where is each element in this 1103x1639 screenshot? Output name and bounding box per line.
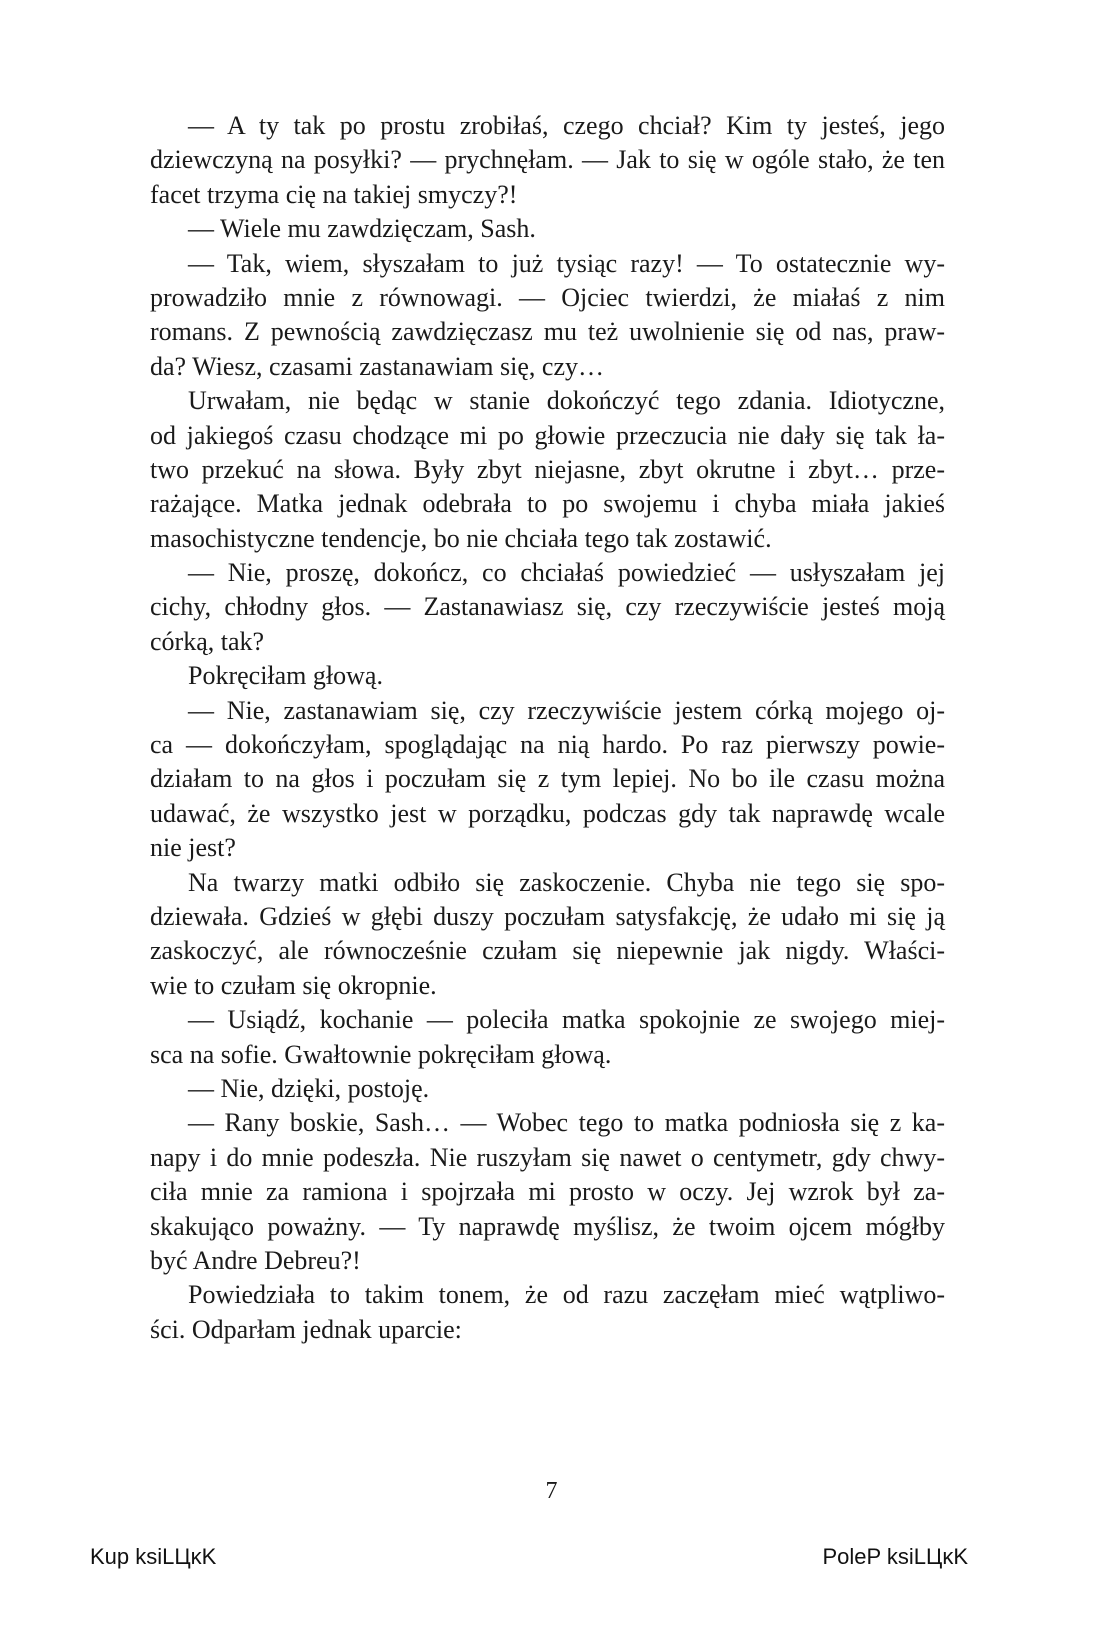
text-line: prowadziło mnie z równowagi. — Ojciec twierdzi, że miałaś z nim [150,282,945,312]
text-line: — Nie, dzięki, postoję. [188,1073,430,1103]
text-line: two przekuć na słowa. Były zbyt niejasne, zbyt okrutne i zbyt… prze- [150,454,945,484]
text-line: być Andre Debreu?! [150,1245,361,1275]
text-line: działam to na głos i poczułam się z tym lepiej. No bo ile czasu można [150,764,945,794]
text-line: wie to czułam się okropnie. [150,970,437,1000]
text-line: ciła mnie za ramiona i spojrzała mi prosto w oczy. Jej wzrok był za- [150,1177,945,1207]
text-line: masochistyczne tendencje, bo nie chciała tego tak zostawić. [150,523,772,553]
text-line: — Nie, zastanawiam się, czy rzeczywiście jestem córką mojego oj- [188,695,945,725]
text-line: od jakiegoś czasu chodzące mi po głowie przeczucia nie dały się tak ła- [150,420,945,450]
text-line: — Usiądź, kochanie — poleciła matka spokojnie ze swojego miej- [188,1005,945,1035]
text-line: facet trzyma cię na takiej smyczy?! [150,179,518,209]
text-line: — Rany boskie, Sash… — Wobec tego to matka podniosła się z ka- [188,1108,945,1138]
recommend-book-link[interactable]: PoleP ksiLЦĸK [822,1544,968,1569]
text-line: ca — dokończyłam, spoglądając na nią hardo. Po raz pierwszy powie- [150,730,945,760]
text-line: rażające. Matka jednak odebrała to po swojemu i chyba miała jakieś [150,489,945,519]
text-line: córką, tak? [150,626,265,656]
text-line: — Wiele mu zawdzięczam, Sash. [188,214,536,244]
text-line: Powiedziała to takim tonem, że od razu zaczęłam mieć wątpliwo- [188,1280,945,1310]
text-line: Pokręciłam głową. [188,661,383,691]
text-line: zaskoczyć, ale równocześnie czułam się niepewnie jak nigdy. Właści- [150,936,945,966]
text-line: Urwałam, nie będąc w stanie dokończyć tego zdania. Idiotyczne, [188,386,945,416]
buy-book-link[interactable]: Kup ksiLЦĸK [90,1544,217,1569]
text-line: skakująco poważny. — Ty naprawdę myślisz, że twoim ojcem mógłby [150,1211,945,1241]
body-text [150,109,945,1347]
text-line: ści. Odparłam jednak uparcie: [150,1314,462,1344]
text-line: Na twarzy matki odbiło się zaskoczenie. Chyba nie tego się spo- [188,867,945,897]
text-line: udawać, że wszystko jest w porządku, podczas gdy tak naprawdę wcale [150,798,945,828]
text-line: — Nie, proszę, dokończ, co chciałaś powiedzieć — usłyszałam jej [188,558,945,588]
text-line: — A ty tak po prostu zrobiłaś, czego chciał? Kim ty jesteś, jego [188,111,945,140]
text-line: — Tak, wiem, słyszałam to już tysiąc razy! — To ostatecznie wy- [188,248,945,278]
text-line: romans. Z pewnością zawdzięczasz mu też uwolnienie się od nas, praw- [150,317,945,347]
text-line: cichy, chłodny głos. — Zastanawiasz się, czy rzeczywiście jesteś moją [150,592,945,622]
text-line: da? Wiesz, czasami zastanawiam się, czy… [150,351,604,381]
text-line: nie jest? [150,833,236,863]
text-line: dziewała. Gdzieś w głębi duszy poczułam satysfakcję, że udało mi się ją [150,901,945,931]
text-line: sca na sofie. Gwałtownie pokręciłam głową. [150,1039,612,1069]
text-line: dziewczyną na posyłki? — prychnęłam. — Jak to się w ogóle stało, że ten [150,145,945,175]
page-number: 7 [545,1478,558,1504]
text-line: napy i do mnie podeszła. Nie ruszyłam się nawet o centymetr, gdy chwy- [150,1142,945,1172]
